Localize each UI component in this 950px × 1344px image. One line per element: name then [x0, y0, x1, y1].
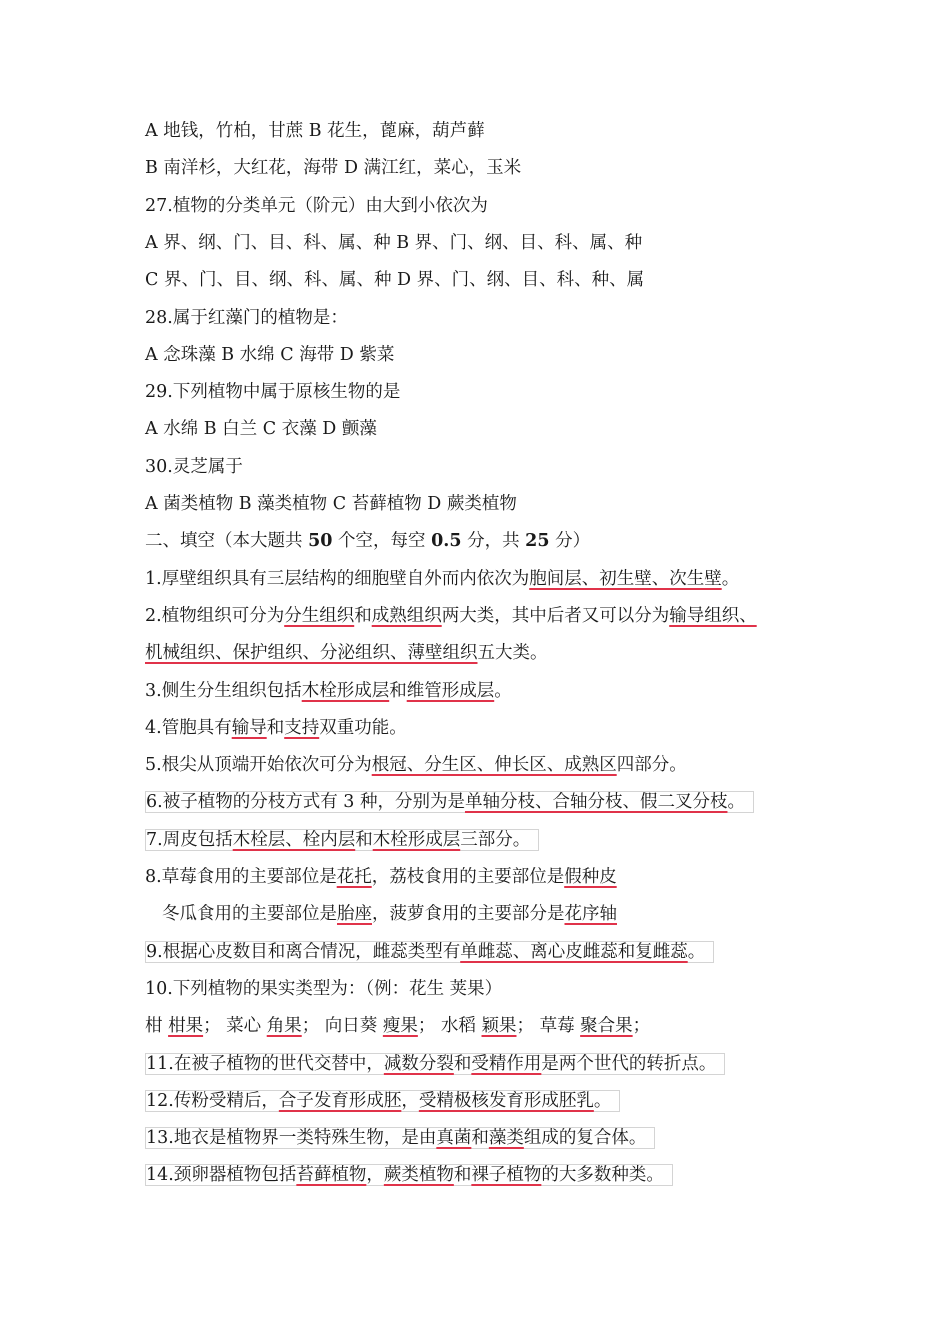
answer-text: 柑果: [168, 1016, 204, 1036]
text-line: [145, 194, 488, 218]
text-segment: 4.管胞具有: [145, 718, 232, 738]
line-content: [145, 1127, 655, 1149]
text-line: [145, 865, 617, 889]
answer-text: 减数分裂: [383, 1054, 454, 1074]
line-content: [162, 904, 617, 924]
text-segment: 1.厚壁组织具有三层结构的细胞壁自外而内依次为: [145, 569, 530, 589]
text-line: [145, 380, 400, 404]
text-segment: 五大类。: [477, 643, 548, 663]
answer-text: 单轴分枝、合轴分枝、假二叉分枝: [464, 792, 728, 812]
line-content: [145, 569, 739, 589]
text-line: [145, 1014, 650, 1038]
answer-text: 受精作用: [471, 1054, 542, 1074]
text-line: [145, 1163, 673, 1187]
text-segment: A 水绵 B 白兰 C 衣藻 D 颤藻: [145, 419, 377, 439]
text-line: [145, 455, 243, 479]
text-segment: 柑: [145, 1016, 169, 1036]
text-segment: 和: [453, 1054, 472, 1074]
text-segment: 三部分。: [460, 830, 531, 850]
line-content: [145, 718, 407, 738]
text-segment: 0.5: [431, 531, 462, 551]
text-segment: C 界、门、目、纲、科、属、种 D 界、门、纲、目、科、种、属: [145, 270, 645, 290]
answer-text: 瘦果: [382, 1016, 418, 1036]
line-content: [145, 1016, 650, 1036]
text-line: [145, 231, 642, 255]
line-content: [145, 494, 517, 514]
text-segment: 。: [687, 942, 706, 962]
text-segment: 分，共: [461, 531, 526, 551]
text-line: [145, 417, 377, 441]
line-content: [145, 791, 754, 813]
text-segment: 14.颈卵器植物包括: [146, 1165, 297, 1185]
answer-text: 根冠、分生区、伸长区、成熟区: [371, 755, 617, 775]
text-segment: ，: [366, 1165, 384, 1185]
text-segment: 冬瓜食用的主要部位是: [162, 904, 337, 924]
text-segment: 13.地衣是植物界一类特殊生物，是由: [146, 1128, 437, 1148]
line-content: [145, 1053, 725, 1075]
text-segment: 10.下列植物的果实类型为：（例：花生 荚果）: [145, 979, 503, 999]
answer-text: 输导组织、: [669, 606, 757, 626]
text-line: [145, 604, 757, 628]
text-segment: ；: [632, 1016, 651, 1036]
text-segment: 3.侧生分生组织包括: [145, 681, 302, 701]
text-segment: ，菠萝食用的主要部分是: [372, 904, 565, 924]
answer-text: 裸子植物: [471, 1165, 542, 1185]
answer-text: 受精极核发育形成胚乳: [418, 1091, 594, 1111]
answer-text: 聚合果: [580, 1016, 633, 1036]
text-segment: 11.在被子植物的世代交替中，: [146, 1054, 384, 1074]
line-content: [145, 979, 502, 999]
answer-text: 成熟组织: [371, 606, 442, 626]
answer-text: 木栓形成层: [301, 681, 390, 701]
text-segment: 。: [494, 681, 512, 701]
text-segment: 和: [389, 681, 407, 701]
answer-text: 蕨类植物: [383, 1165, 454, 1185]
text-line: [145, 1126, 655, 1150]
text-segment: 2.植物组织可分为: [145, 606, 285, 626]
answer-text: 花托: [336, 867, 372, 887]
answer-text: 颖果: [481, 1016, 517, 1036]
text-line: [162, 902, 617, 926]
text-line: [145, 828, 539, 852]
answer-text: 维管形成层: [406, 681, 495, 701]
line-content: [145, 158, 521, 178]
text-segment: 和: [266, 718, 285, 738]
text-line: [145, 306, 348, 330]
answer-text: 木栓层、栓内层: [232, 830, 356, 850]
text-segment: 和: [453, 1165, 472, 1185]
line-content: [145, 941, 714, 963]
text-line: [145, 156, 521, 180]
text-segment: 组成的复合体。: [523, 1128, 647, 1148]
text-segment: 四部分。: [616, 755, 687, 775]
line-content: [145, 755, 687, 775]
text-segment: 5.根尖从顶端开始依次可分为: [145, 755, 372, 775]
answer-text: 木栓形成层: [372, 830, 461, 850]
text-segment: 30.灵芝属于: [145, 457, 243, 477]
text-segment: 29.下列植物中属于原核生物的是: [145, 382, 401, 402]
text-line: [145, 119, 485, 143]
line-content: [145, 606, 757, 626]
text-segment: 27.植物的分类单元（阶元）由大到小依次为: [145, 196, 488, 216]
text-segment: A 地钱，竹柏，甘蔗 B 花生，蓖麻，葫芦藓: [145, 121, 485, 141]
text-line: [145, 343, 394, 367]
text-segment: 6.被子植物的分枝方式有 3 种，分别为是: [146, 792, 465, 812]
line-content: [145, 345, 394, 365]
text-segment: B 南洋杉，大红花，海带 D 满江红，菜心，玉米: [145, 158, 522, 178]
text-line: [145, 753, 687, 777]
text-line: [145, 940, 714, 964]
text-segment: 二、填空（本大题共: [145, 531, 309, 551]
answer-text: 输导: [231, 718, 267, 738]
text-line: [145, 529, 590, 553]
line-content: [145, 457, 243, 477]
answer-text: 支持: [284, 718, 320, 738]
text-segment: A 念珠藻 B 水绵 C 海带 D 紫菜: [145, 345, 395, 365]
line-content: [145, 121, 485, 141]
text-segment: 两大类，其中后者又可以分为: [441, 606, 670, 626]
line-content: [145, 1090, 620, 1112]
answer-text: 真菌: [436, 1128, 472, 1148]
text-segment: A 菌类植物 B 藻类植物 C 苔藓植物 D 蕨类植物: [145, 494, 517, 514]
answer-text: 胞间层、初生壁、次生壁: [529, 569, 722, 589]
text-segment: ； 水稻: [417, 1016, 482, 1036]
answer-text: 花序轴: [564, 904, 617, 924]
answer-text: 机械组织、保护组织、分泌组织、薄壁组织: [145, 643, 478, 663]
answer-text: 假种皮: [564, 867, 617, 887]
line-content: [145, 829, 539, 851]
line-content: [145, 867, 617, 887]
answer-text: 角果: [266, 1016, 302, 1036]
line-content: [145, 233, 642, 253]
line-content: [145, 531, 590, 551]
text-line: [145, 492, 517, 516]
text-segment: 和: [471, 1128, 489, 1148]
text-line: [145, 716, 407, 740]
text-segment: 。: [727, 792, 745, 812]
answer-text: 藻类: [488, 1128, 524, 1148]
text-segment: ； 菜心: [203, 1016, 267, 1036]
answer-text: 分生组织: [284, 606, 355, 626]
text-segment: 28.属于红藻门的植物是：: [145, 308, 348, 328]
text-segment: 12.传粉受精后，: [146, 1091, 279, 1111]
text-segment: 9.根据心皮数目和离合情况，雌蕊类型有: [146, 942, 461, 962]
text-line: [145, 567, 739, 591]
text-segment: 8.草莓食用的主要部位是: [145, 867, 337, 887]
text-segment: ； 草莓: [516, 1016, 581, 1036]
answer-text: 苔藓植物: [296, 1165, 367, 1185]
text-segment: 个空，每空: [332, 531, 432, 551]
text-line: [145, 1052, 725, 1076]
text-segment: 和: [354, 606, 372, 626]
line-content: [145, 643, 548, 663]
text-line: [145, 790, 754, 814]
text-line: [145, 977, 502, 1001]
text-segment: 和: [355, 830, 373, 850]
text-segment: 的大多数种类。: [541, 1165, 664, 1185]
line-content: [145, 308, 348, 328]
answer-text: 胎座: [337, 904, 372, 924]
line-content: [145, 1164, 673, 1186]
answer-text: 合子发育形成胚: [278, 1091, 402, 1111]
text-line: [145, 268, 644, 292]
line-content: [145, 419, 377, 439]
text-line: [145, 1089, 620, 1113]
text-segment: 25: [525, 531, 550, 551]
line-content: [145, 196, 488, 216]
text-segment: 。: [593, 1091, 612, 1111]
text-segment: 分）: [549, 531, 591, 551]
text-segment: 双重功能。: [319, 718, 407, 738]
line-content: [145, 382, 400, 402]
text-segment: 50: [308, 531, 333, 551]
text-segment: 7.周皮包括: [146, 830, 233, 850]
text-line: [145, 641, 548, 665]
line-content: [145, 270, 644, 290]
text-line: [145, 679, 512, 703]
text-segment: ； 向日葵: [301, 1016, 383, 1036]
answer-text: 单雌蕊、离心皮雌蕊和复雌蕊: [460, 942, 688, 962]
text-segment: 。: [721, 569, 740, 589]
text-segment: 是两个世代的转折点。: [541, 1054, 717, 1074]
text-segment: A 界、纲、门、目、科、属、种 B 界、门、纲、目、科、属、种: [145, 233, 643, 253]
text-segment: ，: [401, 1091, 419, 1111]
line-content: [145, 681, 512, 701]
text-segment: ，荔枝食用的主要部位是: [371, 867, 565, 887]
